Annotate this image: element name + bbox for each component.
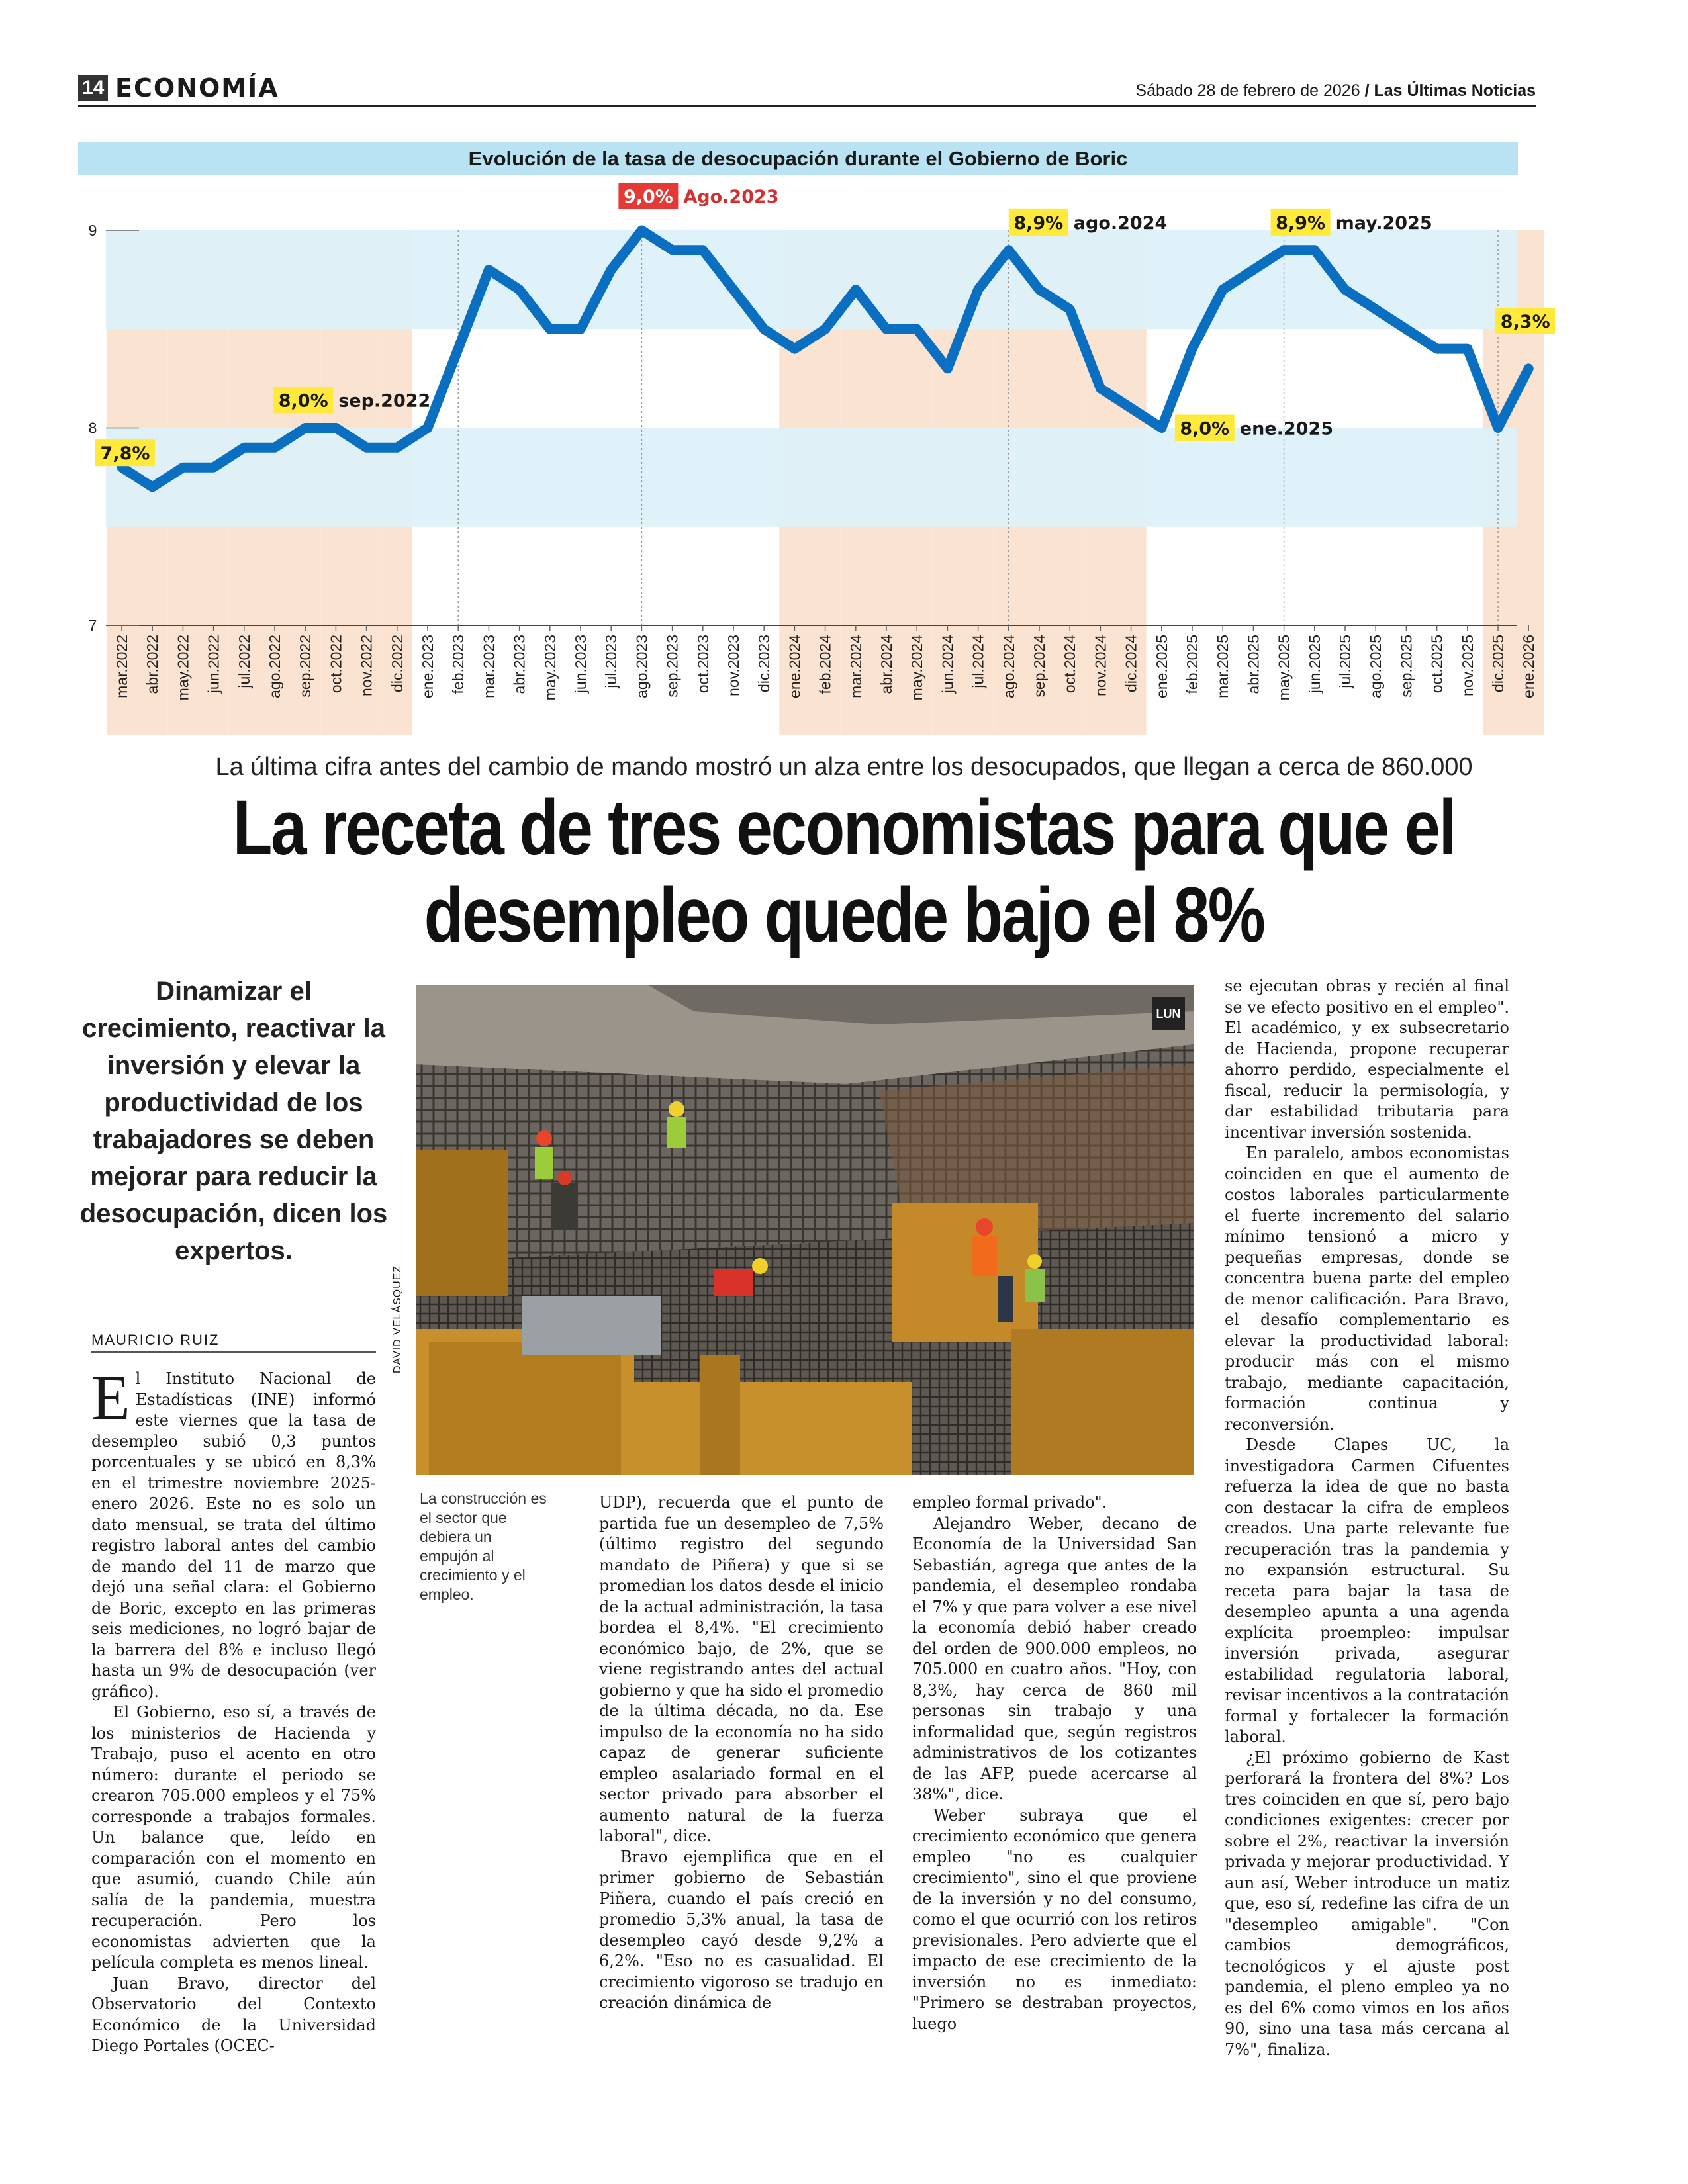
- x-tick-label: nov.2022: [357, 635, 375, 696]
- construction-site-photo: [416, 985, 1194, 1475]
- date-label: may.2025: [1335, 212, 1432, 234]
- value-label: 8,9%: [1013, 212, 1064, 234]
- body-paragraph: En paralelo, ambos economistas coinciden en que el aumento de costos laborales particularmente el fuerte incremento del salario mínimo tensionó a micro y pequeñas empresas, donde se concentra buena parte del empleo de menor calificación. Para Bravo, el desafío complementario es elevar la productividad laboral: producir más con el mismo trabajo, mediante capacitación, formación continua y reconversión.: [1225, 1144, 1509, 1433]
- date-separator: /: [1364, 81, 1370, 100]
- x-tick-label: jun.2025: [1305, 635, 1323, 694]
- x-tick-label: mar.2025: [1214, 635, 1232, 698]
- x-tick-label: abr.2025: [1244, 635, 1262, 694]
- body-column-2: [599, 1492, 884, 2014]
- body-paragraph: Alejandro Weber, decano de Economía de la Universidad San Sebastián, agrega que antes de la pandemia, el desempleo rondaba el 7% y que para volver a ese nivel la economía debió haber creado del orden de 900.000 empleos, no 705.000 en cuatro años. "Hoy, con 8,3%, hay cerca de 860 mil personas sin trabajo y una informalidad que, según registros administrativos de los cotizantes de las AFP, puede acercarse al 38%", dice.: [912, 1514, 1197, 1803]
- date-label: ago.2024: [1073, 212, 1168, 234]
- value-label: 8,0%: [278, 390, 328, 412]
- body-paragraph: empleo formal privado".: [912, 1493, 1107, 1512]
- x-tick-label: oct.2023: [694, 635, 712, 694]
- x-tick-label: dic.2023: [755, 635, 773, 692]
- body-column-4: [1225, 976, 1509, 2060]
- grid-band: [106, 428, 1517, 527]
- body-paragraph: Weber subraya que el crecimiento económico que genera empleo "no es cualquier crecimiento", sino el que proviene de la inversión y no del consumo, como el que ocurrió con los retiros previsionales. Pero advierte que el impacto de ese crecimiento de la inversión no es inmediato: "Primero se destraban proyectos, luego: [912, 1805, 1197, 2033]
- x-tick-label: dic.2022: [388, 635, 406, 692]
- x-tick-label: mar.2024: [847, 635, 865, 698]
- x-tick-label: sep.2023: [663, 635, 681, 698]
- body-column-1: [91, 1362, 376, 2057]
- x-tick-label: nov.2024: [1092, 635, 1109, 696]
- x-tick-label: jul.2024: [969, 635, 987, 688]
- x-tick-label: abr.2022: [144, 635, 162, 694]
- y-tick-label: 8: [88, 419, 97, 437]
- date-label: ene.2025: [1239, 418, 1334, 439]
- x-tick-label: oct.2024: [1061, 635, 1079, 694]
- x-tick-label: nov.2025: [1458, 635, 1476, 696]
- article-deck: Dinamizar el crecimiento, reactivar la inversión y elevar la productividad de los trabajadores se deben mejorar para reducir la desocupación, dicen los expertos.: [79, 977, 388, 1265]
- body-paragraph: UDP), recuerda que el punto de partida fue un desempleo de 7,5% (último registro del segundo mandato de Piñera) y que si se promedian los datos desde el inicio de la actual administración, la tasa bordea el 8,4%. "El crecimiento económico bajo, de 2%, que se viene registrando antes del actual gobierno y que ha sido el promedio de la última década, no da. Ese impulso de la economía no ha sido capaz de generar suficiente empleo asalariado formal en el sector privado para absorber el aumento natural de la fuerza laboral", dice.: [599, 1493, 884, 1845]
- issue-date-line: [1135, 81, 1536, 101]
- body-paragraph: Bravo ejemplifica que en el primer gobierno de Sebastián Piñera, cuando el país creció en promedio 5,3% anual, la tasa de desempleo cayó desde 9,2% a 6,2%. "Eso no es casualidad. El crecimiento vigoroso se tradujo en creación dinámica de: [599, 1847, 884, 2012]
- value-label: 7,8%: [100, 443, 150, 465]
- x-tick-label: jul.2025: [1336, 635, 1354, 688]
- article-kicker: La última cifra antes del cambio de mando mostró un alza entre los desocupados, que llegan a cerca de 860.000: [215, 753, 1473, 781]
- x-tick-label: may.2023: [541, 635, 559, 701]
- photo-badge: LUN: [1156, 1007, 1181, 1021]
- x-tick-label: jun.2022: [205, 635, 222, 694]
- x-tick-label: ene.2024: [786, 635, 804, 698]
- x-tick-label: ago.2024: [1000, 635, 1017, 698]
- body-paragraph: El Gobierno, eso sí, a través de los ministerios de Hacienda y Trabajo, puso el acento en otro número: durante el periodo se crearon 705.000 empleos y el 75% corresponde a trabajos formales. Un balance que, leído en comparación con el momento en que asumió, cuando Chile aún salía de la pandemia, muestra recuperación. Pero los economistas advierten que la película completa es menos lineal.: [91, 1703, 376, 1972]
- x-tick-label: jul.2022: [235, 635, 253, 688]
- x-tick-label: oct.2025: [1428, 635, 1446, 694]
- x-tick-label: abr.2024: [878, 635, 895, 694]
- headline-line-2: desempleo quede bajo el 8%: [424, 872, 1264, 959]
- x-tick-label: feb.2023: [449, 635, 467, 694]
- headline-line-1: La receta de tres economistas para que el: [232, 784, 1456, 872]
- x-tick-label: sep.2022: [297, 635, 314, 698]
- x-tick-label: dic.2025: [1489, 635, 1507, 692]
- paragraph-text: l Instituto Nacional de Estadísticas (INE) informó este viernes que la tasa de desempleo subió 0,3 puntos porcentuales y se ubicó en 8,3% en el trimestre noviembre 2025-enero 2026. Este no es solo un dato mensual, se trata del último registro laboral antes del cambio de mando del 11 de marzo que dejó una señal clara: el Gobierno de Boric, excepto en las primeras seis mediciones, no logró bajar de la barrera del 8% e incluso llegó hasta un 9% de desocupación (ver gráfico).: [91, 1369, 376, 1701]
- date-label: sep.2022: [338, 390, 431, 412]
- y-tick-label: 9: [88, 222, 97, 239]
- issue-date: Sábado 28 de febrero de 2026: [1135, 81, 1360, 100]
- body-paragraph: Juan Bravo, director del Observatorio del Contexto Económico de la Universidad Diego Portales (OCEC-: [91, 1974, 376, 2055]
- x-tick-label: ene.2025: [1152, 635, 1170, 698]
- body-paragraph: se ejecutan obras y recién al final se ve efecto positivo en el empleo". El académico, y ex subsecretario de Hacienda, propone recuperar ahorro perdido, especialmente el fiscal, reducir la permisología, y dar estabilidad tributaria para incentivar inversión sostenida.: [1225, 977, 1509, 1142]
- page-number: 14: [78, 75, 108, 101]
- x-tick-label: oct.2022: [327, 635, 345, 694]
- x-tick-label: may.2024: [908, 635, 926, 701]
- drop-cap: E: [91, 1362, 130, 1433]
- body-paragraph: ¿El próximo gobierno de Kast perforará la frontera del 8%? Los tres coinciden en que sí, pero bajo condiciones exigentes: crecer por sobre el 2%, reactivar la inversión privada y mejorar productividad. Y aun así, Weber introduce un matiz que, eso sí, redefine las cifra de un "desempleo amigable". "Con cambios demográficos, tecnológicos y el ajuste post pandemia, el pleno empleo ya no es del 6% como vimos en los años 90, sino una tasa más cercana al 7%", finaliza.: [1225, 1748, 1509, 2059]
- value-label: 8,0%: [1180, 418, 1230, 439]
- value-label: 8,9%: [1276, 212, 1326, 234]
- value-label: 9,0%: [623, 187, 673, 207]
- photo-caption: La construcción es el sector que debiera un empujón al crecimiento y el empleo.: [420, 1490, 547, 1603]
- x-tick-label: jun.2024: [939, 635, 957, 694]
- body-paragraph: Desde Clapes UC, la investigadora Carmen Cifuentes refuerza la idea de que no basta con destacar la cifra de empleos creados. Una parte relevante fue recuperación tras la pandemia y no expansión estructural. Su receta para bajar la tasa de desempleo apunta a una agenda explícita proempleo: impulsar inversión privada, asegurar estabilidad regulatoria laboral, revisar incentivos a la contratación formal y fortalecer la formación laboral.: [1225, 1435, 1509, 1746]
- x-tick-label: feb.2025: [1184, 635, 1201, 694]
- x-tick-label: ago.2025: [1367, 635, 1385, 698]
- y-tick-label: 7: [88, 617, 97, 634]
- section-title: ECONOMÍA: [115, 73, 279, 103]
- x-tick-label: abr.2023: [510, 635, 528, 694]
- value-label: 8,3%: [1500, 311, 1550, 332]
- x-tick-label: mar.2023: [480, 635, 498, 698]
- x-tick-label: sep.2024: [1031, 635, 1048, 698]
- chart-title: Evolución de la tasa de desocupación durante el Gobierno de Boric: [78, 142, 1518, 175]
- x-tick-label: nov.2023: [725, 635, 742, 696]
- x-tick-label: feb.2024: [816, 635, 834, 694]
- date-label: Ago.2023: [683, 187, 779, 207]
- body-paragraph: [91, 1362, 376, 1702]
- x-tick-label: ene.2026: [1520, 635, 1538, 698]
- x-tick-label: jul.2023: [602, 635, 620, 688]
- masthead: [78, 74, 1536, 107]
- x-tick-label: ago.2022: [266, 635, 283, 698]
- x-tick-label: ago.2023: [633, 635, 651, 698]
- photo-credit: DAVID VELÁSQUEZ: [392, 1265, 403, 1373]
- x-tick-label: sep.2025: [1397, 635, 1415, 698]
- publication-name: Las Últimas Noticias: [1374, 81, 1536, 100]
- x-tick-label: jun.2023: [572, 635, 589, 694]
- x-tick-label: dic.2024: [1122, 635, 1140, 692]
- x-tick-label: may.2022: [174, 635, 192, 701]
- x-tick-label: ene.2023: [419, 635, 436, 698]
- x-tick-label: mar.2022: [113, 635, 130, 698]
- article-headline: [144, 784, 1545, 959]
- body-column-3: [912, 1492, 1197, 2034]
- x-tick-label: may.2025: [1275, 635, 1293, 701]
- unemployment-line-chart: [0, 179, 1688, 735]
- byline: MAURICIO RUIZ: [91, 1332, 376, 1353]
